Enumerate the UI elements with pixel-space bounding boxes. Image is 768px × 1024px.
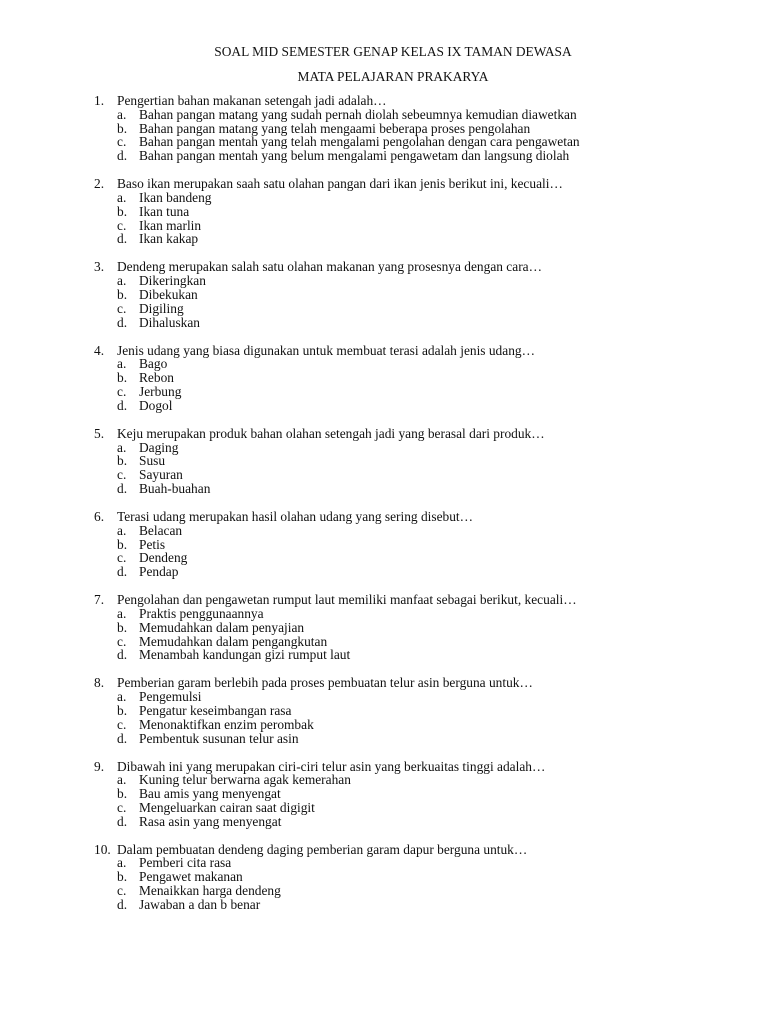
question-5 <box>0 427 768 510</box>
answer-option <box>0 718 768 732</box>
answer-option <box>0 801 768 815</box>
option-letter: d. <box>117 231 128 247</box>
option-letter: b. <box>117 453 128 469</box>
answer-option <box>0 551 768 565</box>
answer-option <box>0 122 768 136</box>
question-stem <box>0 344 768 358</box>
option-text: Jerbung <box>139 383 182 399</box>
option-text: Daging <box>139 439 179 455</box>
question-1 <box>0 94 768 177</box>
option-text: Dihaluskan <box>139 314 200 330</box>
answer-option <box>0 108 768 122</box>
option-text: Bahan pangan matang yang sudah pernah diolah sebeumnya kemudian diawetkan <box>139 106 577 122</box>
option-letter: a. <box>117 356 127 372</box>
question-number: 8. <box>94 675 105 691</box>
option-text: Bahan pangan mentah yang telah mengalami pengolahan dengan cara pengawetan <box>139 134 580 150</box>
answer-option <box>0 898 768 912</box>
question-stem <box>0 676 768 690</box>
option-text: Memudahkan dalam penyajian <box>139 619 305 635</box>
option-letter: a. <box>117 522 127 538</box>
question-6 <box>0 510 768 593</box>
option-letter: d. <box>117 314 128 330</box>
option-text: Digiling <box>139 300 184 316</box>
answer-option <box>0 870 768 884</box>
option-letter: b. <box>117 869 128 885</box>
answer-option <box>0 302 768 316</box>
option-text: Dendeng <box>139 550 188 566</box>
option-text: Jawaban a dan b benar <box>139 896 261 912</box>
option-letter: d. <box>117 813 128 829</box>
question-stem <box>0 260 768 274</box>
option-text: Memudahkan dalam pengangkutan <box>139 633 328 649</box>
question-text: Jenis udang yang biasa digunakan untuk membuat terasi adalah jenis udang… <box>117 342 535 358</box>
option-text: Pembentuk susunan telur asin <box>139 730 299 746</box>
answer-option <box>0 454 768 468</box>
option-text: Pengemulsi <box>139 689 202 705</box>
option-letter: b. <box>117 786 128 802</box>
question-number: 10. <box>94 841 111 857</box>
answer-option <box>0 607 768 621</box>
question-number: 1. <box>94 93 105 108</box>
question-8 <box>0 676 768 759</box>
answer-option <box>0 399 768 413</box>
option-text: Rebon <box>139 370 174 386</box>
question-9 <box>0 760 768 843</box>
option-text: Ikan kakap <box>139 231 199 247</box>
option-letter: b. <box>117 702 128 718</box>
question-text: Pengolahan dan pengawetan rumput laut memiliki manfaat sebagai berikut, kecuali… <box>117 592 577 608</box>
option-letter: c. <box>117 383 127 399</box>
question-number: 7. <box>94 592 105 608</box>
option-text: Mengeluarkan cairan saat digigit <box>139 799 315 815</box>
question-stem <box>0 177 768 191</box>
answer-option <box>0 219 768 233</box>
answer-option <box>0 385 768 399</box>
option-text: Bau amis yang menyengat <box>139 786 281 802</box>
option-letter: a. <box>117 772 127 788</box>
option-letter: b. <box>117 203 128 219</box>
option-letter: d. <box>117 730 128 746</box>
option-text: Bahan pangan matang yang telah mengaami beberapa proses pengolahan <box>139 120 531 136</box>
question-text: Pemberian garam berlebih pada proses pembuatan telur asin berguna untuk… <box>117 675 533 691</box>
option-text: Kuning telur berwarna agak kemerahan <box>139 772 351 788</box>
question-number: 2. <box>94 176 105 192</box>
answer-option <box>0 482 768 496</box>
option-letter: b. <box>117 619 128 635</box>
answer-option <box>0 274 768 288</box>
option-text: Menonaktifkan enzim perombak <box>139 716 314 732</box>
option-letter: c. <box>117 716 127 732</box>
answer-option <box>0 815 768 829</box>
option-letter: b. <box>117 120 128 136</box>
answer-option <box>0 205 768 219</box>
answer-option <box>0 538 768 552</box>
option-letter: a. <box>117 439 127 455</box>
option-letter: b. <box>117 536 128 552</box>
option-text: Pemberi cita rasa <box>139 855 232 871</box>
option-letter: c. <box>117 550 127 566</box>
answer-option <box>0 524 768 538</box>
option-letter: b. <box>117 286 128 302</box>
question-stem <box>0 427 768 441</box>
option-letter: d. <box>117 480 128 496</box>
question-text: Keju merupakan produk bahan olahan setengah jadi yang berasal dari produk… <box>117 425 545 441</box>
option-letter: c. <box>117 883 127 899</box>
option-text: Belacan <box>139 522 183 538</box>
question-2 <box>0 177 768 260</box>
question-number: 4. <box>94 342 105 358</box>
answer-option <box>0 149 768 163</box>
option-letter: a. <box>117 189 127 205</box>
question-number: 6. <box>94 508 105 524</box>
option-text: Buah-buahan <box>139 480 211 496</box>
answer-option <box>0 773 768 787</box>
question-3 <box>0 260 768 343</box>
option-text: Dibekukan <box>139 286 198 302</box>
option-letter: a. <box>117 605 127 621</box>
question-number: 3. <box>94 259 105 275</box>
option-text: Dikeringkan <box>139 273 206 289</box>
answer-option <box>0 232 768 246</box>
answer-option <box>0 635 768 649</box>
option-letter: d. <box>117 647 128 663</box>
answer-option <box>0 621 768 635</box>
option-text: Menaikkan harga dendeng <box>139 883 281 899</box>
option-letter: c. <box>117 134 127 150</box>
answer-option <box>0 787 768 801</box>
answer-option <box>0 371 768 385</box>
option-text: Bahan pangan mentah yang belum mengalami pengawetam dan langsung diolah <box>139 148 570 164</box>
answer-option <box>0 565 768 579</box>
option-letter: b. <box>117 370 128 386</box>
option-text: Ikan bandeng <box>139 189 212 205</box>
question-text: Dibawah ini yang merupakan ciri-ciri telur asin yang berkuaitas tinggi adalah… <box>117 758 546 774</box>
option-letter: c. <box>117 799 127 815</box>
subject-title: MATA PELAJARAN PRAKARYA <box>297 69 489 84</box>
answer-option <box>0 191 768 205</box>
option-text: Sayuran <box>139 467 183 483</box>
question-4 <box>0 344 768 427</box>
question-stem <box>0 510 768 524</box>
option-text: Pengatur keseimbangan rasa <box>139 702 292 718</box>
option-text: Pendap <box>139 564 179 580</box>
option-text: Susu <box>139 453 166 469</box>
answer-option <box>0 288 768 302</box>
option-letter: a. <box>117 106 127 122</box>
question-number: 5. <box>94 425 105 441</box>
option-text: Ikan marlin <box>139 217 202 233</box>
option-text: Pengawet makanan <box>139 869 243 885</box>
question-stem <box>0 94 768 108</box>
option-letter: c. <box>117 300 127 316</box>
answer-option <box>0 732 768 746</box>
option-text: Bago <box>139 356 168 372</box>
answer-option <box>0 357 768 371</box>
question-text: Pengertian bahan makanan setengah jadi adalah… <box>117 93 387 108</box>
question-10 <box>0 843 768 926</box>
question-stem <box>0 760 768 774</box>
answer-option <box>0 856 768 870</box>
answer-option <box>0 884 768 898</box>
answer-option <box>0 690 768 704</box>
option-letter: a. <box>117 273 127 289</box>
answer-option <box>0 704 768 718</box>
option-letter: d. <box>117 148 128 164</box>
option-text: Praktis penggunaannya <box>139 605 264 621</box>
question-number: 9. <box>94 758 105 774</box>
option-letter: d. <box>117 564 128 580</box>
option-letter: c. <box>117 217 127 233</box>
answer-option <box>0 468 768 482</box>
document-title: SOAL MID SEMESTER GENAP KELAS IX TAMAN DEWASA <box>214 44 572 59</box>
question-7 <box>0 593 768 676</box>
answer-option <box>0 135 768 149</box>
question-stem <box>0 843 768 857</box>
option-letter: c. <box>117 633 127 649</box>
question-text: Baso ikan merupakan saah satu olahan pangan dari ikan jenis berikut ini, kecuali… <box>117 176 563 192</box>
answer-option <box>0 648 768 662</box>
question-text: Dendeng merupakan salah satu olahan makanan yang prosesnya dengan cara… <box>117 259 542 275</box>
option-letter: d. <box>117 397 128 413</box>
question-text: Terasi udang merupakan hasil olahan udang yang sering disebut… <box>117 508 474 524</box>
answer-option <box>0 316 768 330</box>
option-text: Rasa asin yang menyengat <box>139 813 282 829</box>
question-text: Dalam pembuatan dendeng daging pemberian garam dapur berguna untuk… <box>117 841 528 857</box>
option-text: Menambah kandungan gizi rumput laut <box>139 647 351 663</box>
option-letter: a. <box>117 855 127 871</box>
option-letter: d. <box>117 896 128 912</box>
question-stem <box>0 593 768 607</box>
option-text: Ikan tuna <box>139 203 190 219</box>
option-letter: a. <box>117 689 127 705</box>
option-letter: c. <box>117 467 127 483</box>
option-text: Dogol <box>139 397 173 413</box>
answer-option <box>0 441 768 455</box>
option-text: Petis <box>139 536 166 552</box>
question-list <box>0 94 768 926</box>
